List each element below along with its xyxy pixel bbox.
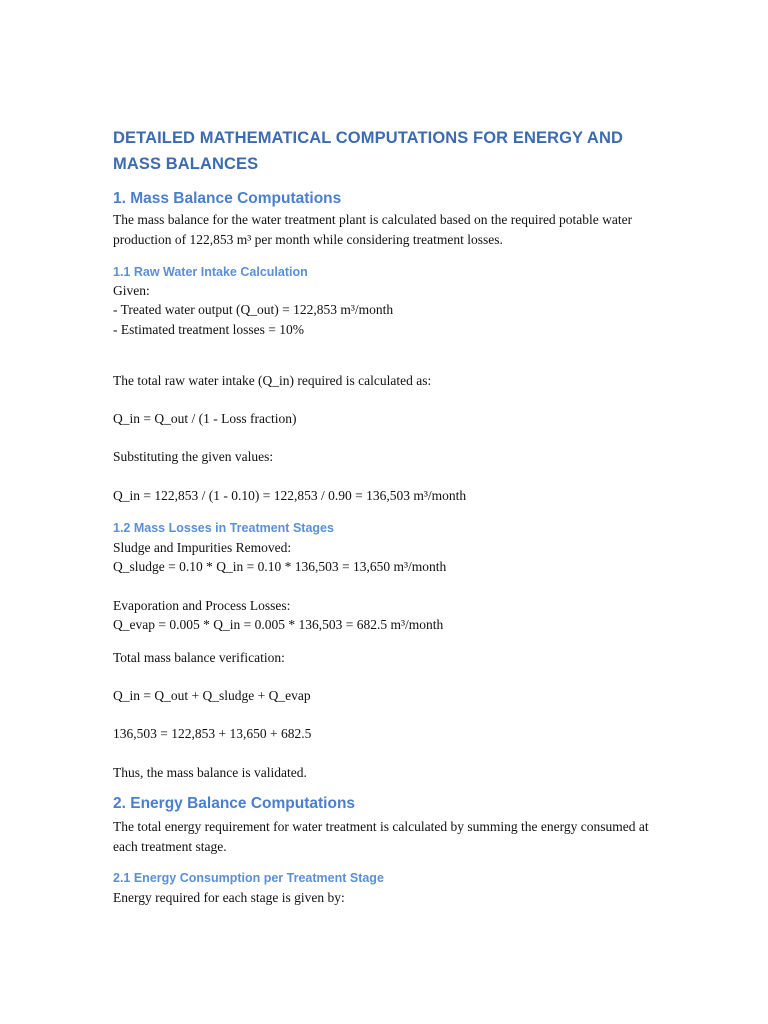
subsection-heading-energy-consumption: 2.1 Energy Consumption per Treatment Stage xyxy=(113,871,384,885)
document-title: DETAILED MATHEMATICAL COMPUTATIONS FOR ENERGY AND MASS BALANCES xyxy=(113,129,623,173)
mass-balance-conclusion: Thus, the mass balance is validated. xyxy=(113,765,307,780)
sludge-label: Sludge and Impurities Removed: xyxy=(113,540,292,555)
balance-values: 136,503 = 122,853 + 13,650 + 682.5 xyxy=(113,726,312,741)
raw-intake-result: Q_in = 122,853 / (1 - 0.10) = 122,853 / 0.90 = 136,503 m³/month xyxy=(113,488,467,503)
given-item-losses: - Estimated treatment losses = 10% xyxy=(113,322,304,337)
given-label: Given: xyxy=(113,283,150,298)
energy-balance-intro: The total energy requirement for water treatment is calculated by summing the energy consumed at each treatment stage. xyxy=(113,819,649,854)
mass-balance-intro: The mass balance for the water treatment plant is calculated based on the required potable water production of 122,853 m³ per month while considering treatment losses. xyxy=(113,212,633,247)
raw-intake-formula: Q_in = Q_out / (1 - Loss fraction) xyxy=(113,411,297,426)
evaporation-formula: Q_evap = 0.005 * Q_in = 0.005 * 136,503 = 682.5 m³/month xyxy=(113,617,444,632)
substitution-text: Substituting the given values: xyxy=(113,449,274,464)
energy-stage-text: Energy required for each stage is given by: xyxy=(113,890,345,905)
subsection-heading-mass-losses: 1.2 Mass Losses in Treatment Stages xyxy=(113,521,334,535)
raw-intake-text: The total raw water intake (Q_in) required is calculated as: xyxy=(113,373,432,388)
sludge-formula: Q_sludge = 0.10 * Q_in = 0.10 * 136,503 = 13,650 m³/month xyxy=(113,559,447,574)
given-item-treated-output: - Treated water output (Q_out) = 122,853 m³/month xyxy=(113,302,394,317)
balance-formula: Q_in = Q_out + Q_sludge + Q_evap xyxy=(113,688,311,703)
section-heading-mass-balance: 1. Mass Balance Computations xyxy=(113,190,342,207)
verification-text: Total mass balance verification: xyxy=(113,650,285,665)
evaporation-label: Evaporation and Process Losses: xyxy=(113,598,291,613)
subsection-heading-raw-water-intake: 1.1 Raw Water Intake Calculation xyxy=(113,265,308,279)
section-heading-energy-balance: 2. Energy Balance Computations xyxy=(113,795,356,812)
